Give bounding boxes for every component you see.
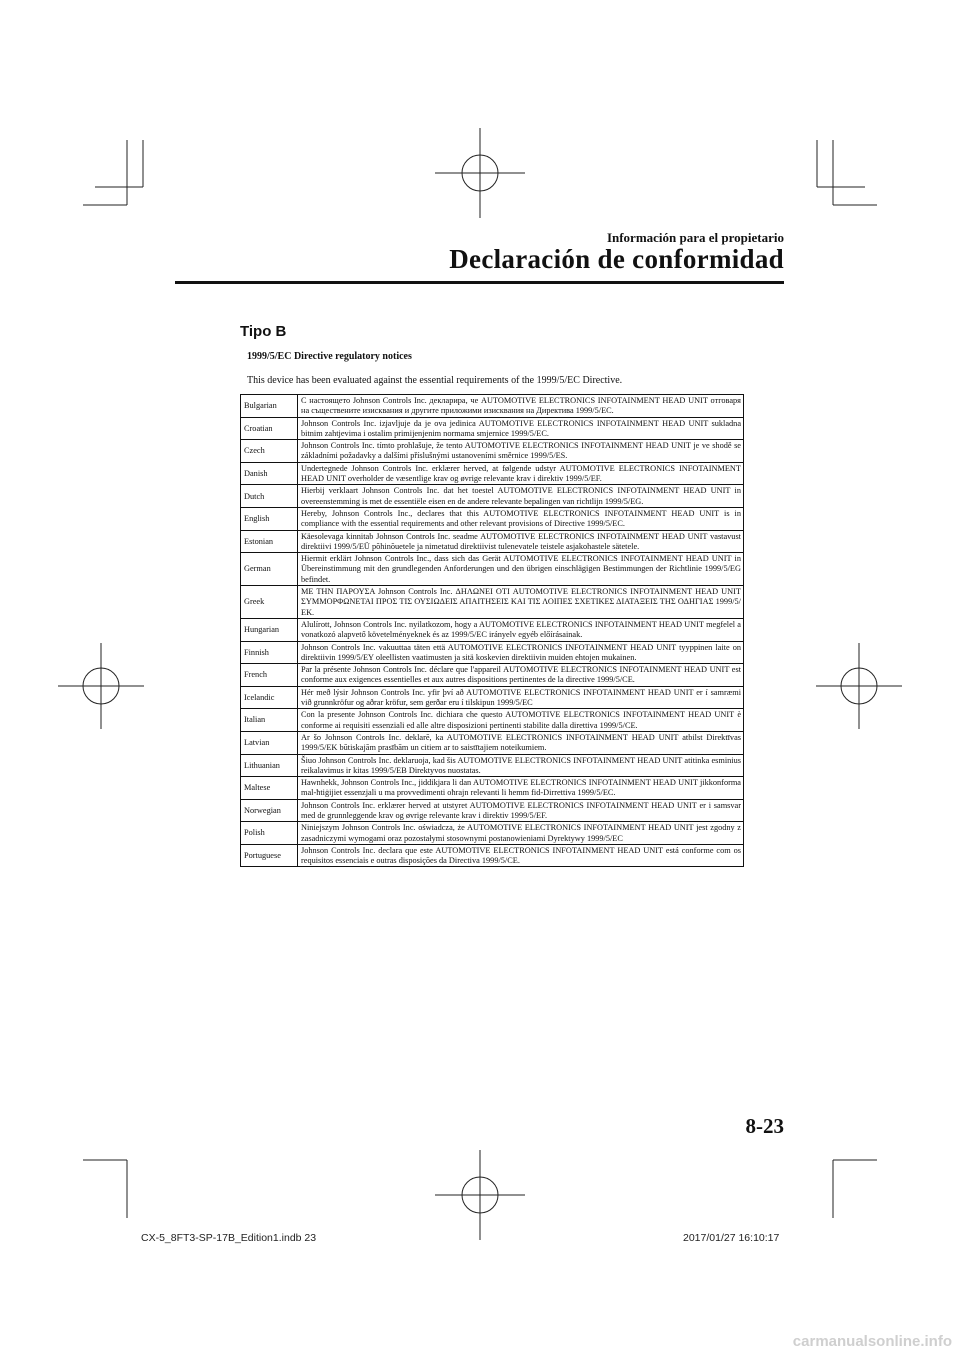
registration-mark-left bbox=[58, 643, 144, 729]
footer-file-name: CX-5_8FT3-SP-17B_Edition1.indb 23 bbox=[141, 1232, 317, 1244]
table-row bbox=[241, 553, 744, 586]
language-cell: Icelandic bbox=[241, 686, 298, 709]
declaration-text-cell: Undertegnede Johnson Controls Inc. erklærer herved, at følgende udstyr AUTOMOTIVE ELECTRONICS INFOTAINMENT HEAD UNIT overholder de væsentlige krav og øvrige relevante krav i direktiv 1999/5/EF. bbox=[298, 462, 744, 485]
language-cell: Danish bbox=[241, 462, 298, 485]
language-cell: German bbox=[241, 553, 298, 586]
declaration-text-cell: С настоящето Johnson Controls Inc. декларира, че AUTOMOTIVE ELECTRONICS INFOTAINMENT HEAD UNIT отговаря на съществените изисквания и другите приложими изисквания на Директива 1999/5/EC. bbox=[298, 395, 744, 418]
declaration-text-cell: Johnson Controls Inc. tímto prohlašuje, že tento AUTOMOTIVE ELECTRONICS INFOTAINMENT HEAD UNIT je ve shodě se základními požadavky a dalšími příslušnými ustanoveními směrnice 1999/5/ES. bbox=[298, 440, 744, 463]
table-row bbox=[241, 440, 744, 463]
declaration-text-cell: Ar šo Johnson Controls Inc. deklarē, ka AUTOMOTIVE ELECTRONICS INFOTAINMENT HEAD UNIT atbilst Direktīvas 1999/5/EK būtiskajām prasībām un citiem ar to saistītajiem noteikumiem. bbox=[298, 731, 744, 754]
declaration-text-cell: Con la presente Johnson Controls Inc. dichiara che questo AUTOMOTIVE ELECTRONICS INFOTAINMENT HEAD UNIT è conforme ai requisiti essenziali ed alle altre disposizioni pertinenti stabilite dalla direttiva 1999/5/CE. bbox=[298, 709, 744, 732]
language-cell: Polish bbox=[241, 822, 298, 845]
table-row bbox=[241, 395, 744, 418]
table-row bbox=[241, 485, 744, 508]
table-row bbox=[241, 686, 744, 709]
table-row bbox=[241, 731, 744, 754]
language-cell: English bbox=[241, 507, 298, 530]
watermark: carmanualsonline.info bbox=[792, 1333, 952, 1350]
language-cell: Finnish bbox=[241, 641, 298, 664]
declaration-text-cell: Hér með lýsir Johnson Controls Inc. yfir því að AUTOMOTIVE ELECTRONICS INFOTAINMENT HEAD UNIT er í samræmi við grunnkröfur og aðrar kröfur, sem gerðar eru í tilskipun 1999/5/EC bbox=[298, 686, 744, 709]
header-divider bbox=[175, 281, 784, 284]
declaration-text-cell: Käesolevaga kinnitab Johnson Controls Inc. seadme AUTOMOTIVE ELECTRONICS INFOTAINMENT HEAD UNIT vastavust direktiivi 1999/5/EÜ põhinõuetele ja nimetatud direktiivist tulenevatele teistele asjakohastele sätetele. bbox=[298, 530, 744, 553]
registration-mark-bottom bbox=[435, 1150, 525, 1240]
notice-title: 1999/5/EC Directive regulatory notices bbox=[247, 351, 412, 362]
page-number: 8-23 bbox=[745, 1114, 784, 1138]
table-row bbox=[241, 799, 744, 822]
language-cell: Norwegian bbox=[241, 799, 298, 822]
language-cell: Maltese bbox=[241, 777, 298, 800]
declaration-text-cell: Alulírott, Johnson Controls Inc. nyilatkozom, hogy a AUTOMOTIVE ELECTRONICS INFOTAINMENT HEAD UNIT megfelel a vonatkozó alapvető követelményeknek és az 1999/5/EC irányelv egyéb előírásainak. bbox=[298, 618, 744, 641]
declaration-text-cell: Niniejszym Johnson Controls Inc. oświadcza, że AUTOMOTIVE ELECTRONICS INFOTAINMENT HEAD UNIT jest zgodny z zasadniczymi wymogami oraz pozostałymi stosownymi postanowieniami Dyrektywy 1999/5/EC bbox=[298, 822, 744, 845]
declaration-text-cell: Hierbij verklaart Johnson Controls Inc. dat het toestel AUTOMOTIVE ELECTRONICS INFOTAINMENT HEAD UNIT in overeenstemming is met de essentiële eisen en de andere relevante bepalingen van richtlijn 1999/5/EG. bbox=[298, 485, 744, 508]
declaration-text-cell: Hiermit erklärt Johnson Controls Inc., dass sich das Gerät AUTOMOTIVE ELECTRONICS INFOTAINMENT HEAD UNIT in Übereinstimmung mit den grundlegenden Anforderungen und den übrigen einschlägigen Bestimmungen der Richtlinie 1999/5/EG befindet. bbox=[298, 553, 744, 586]
declaration-text-cell: Johnson Controls Inc. vakuuttaa täten että AUTOMOTIVE ELECTRONICS INFOTAINMENT HEAD UNIT tyyppinen laite on direktiivin 1999/5/EY oleellisten vaatimusten ja sitä koskevien direktiivin muiden ehtojen mukainen. bbox=[298, 641, 744, 664]
table-row bbox=[241, 754, 744, 777]
table-row bbox=[241, 822, 744, 845]
language-cell: Dutch bbox=[241, 485, 298, 508]
declaration-text-cell: Johnson Controls Inc. izjavljuje da je ova jedinica AUTOMOTIVE ELECTRONICS INFOTAINMENT HEAD UNIT sukladna bitnim zahtjevima i ostalim primijenjenim normama smjernice 1999/5/EC. bbox=[298, 417, 744, 440]
section-label: Información para el propietario bbox=[606, 230, 784, 245]
footer-timestamp: 2017/01/27 16:10:17 bbox=[683, 1232, 780, 1244]
table-row bbox=[241, 618, 744, 641]
declaration-table bbox=[240, 394, 744, 867]
table-row bbox=[241, 586, 744, 619]
notice-intro: This device has been evaluated against the essential requirements of the 1999/5/EC Directive. bbox=[247, 375, 623, 386]
table-row bbox=[241, 530, 744, 553]
declaration-text-cell: Hawnhekk, Johnson Controls Inc., jiddikjara li dan AUTOMOTIVE ELECTRONICS INFOTAINMENT HEAD UNIT jikkonforma mal-ħtiġijiet essenzjali u ma provvedimenti oħrajn relevanti li hemm fid-Dirrettiva 1999/5/EC. bbox=[298, 777, 744, 800]
language-cell: Czech bbox=[241, 440, 298, 463]
language-cell: Latvian bbox=[241, 731, 298, 754]
language-cell: Portuguese bbox=[241, 844, 298, 867]
table-row bbox=[241, 664, 744, 687]
declaration-text-cell: Johnson Controls Inc. declara que este AUTOMOTIVE ELECTRONICS INFOTAINMENT HEAD UNIT está conforme com os requisitos essenciais e outras disposições da Directiva 1999/5/CE. bbox=[298, 844, 744, 867]
language-cell: Estonian bbox=[241, 530, 298, 553]
table-row bbox=[241, 507, 744, 530]
language-cell: Bulgarian bbox=[241, 395, 298, 418]
table-row bbox=[241, 462, 744, 485]
declaration-text-cell: Hereby, Johnson Controls Inc., declares that this AUTOMOTIVE ELECTRONICS INFOTAINMENT HEAD UNIT is in compliance with the essential requirements and other relevant provisions of Directive 1999/5/EC. bbox=[298, 507, 744, 530]
registration-mark-right bbox=[816, 643, 902, 729]
declaration-text-cell: ΜΕ ΤΗΝ ΠΑΡΟΥΣΑ Johnson Controls Inc. ΔΗΛΩΝΕΙ ΟΤΙ AUTOMOTIVE ELECTRONICS INFOTAINMENT HEAD UNIT ΣΥΜΜΟΡΦΩΝΕΤΑΙ ΠΡΟΣ ΤΙΣ ΟΥΣΙΩΔΕΙΣ ΑΠΑΙΤΗΣΕΙΣ ΚΑΙ ΤΙΣ ΛΟΙΠΕΣ ΣΧΕΤΙΚΕΣ ΔΙΑΤΑΞΕΙΣ ΤΗΣ ΟΔΗΓΙΑΣ 1999/5/ΕΚ. bbox=[298, 586, 744, 619]
declaration-text-cell: Par la présente Johnson Controls Inc. déclare que l'appareil AUTOMOTIVE ELECTRONICS INFOTAINMENT HEAD UNIT est conforme aux exigences essentielles et aux autres dispositions pertinentes de la directive 1999/5/CE. bbox=[298, 664, 744, 687]
page-title: Declaración de conformidad bbox=[449, 244, 784, 274]
declaration-text-cell: Johnson Controls Inc. erklærer herved at utstyret AUTOMOTIVE ELECTRONICS INFOTAINMENT HEAD UNIT er i samsvar med de grunnleggende krav og øvrige relevante krav i direktiv 1999/5/EF. bbox=[298, 799, 744, 822]
table-row bbox=[241, 709, 744, 732]
language-cell: French bbox=[241, 664, 298, 687]
registration-mark-top bbox=[435, 128, 525, 218]
subheading-tipo: Tipo B bbox=[240, 323, 287, 340]
language-cell: Italian bbox=[241, 709, 298, 732]
language-cell: Hungarian bbox=[241, 618, 298, 641]
language-cell: Croatian bbox=[241, 417, 298, 440]
language-cell: Greek bbox=[241, 586, 298, 619]
table-row bbox=[241, 844, 744, 867]
language-cell: Lithuanian bbox=[241, 754, 298, 777]
declaration-text-cell: Šiuo Johnson Controls Inc. deklaruoja, kad šis AUTOMOTIVE ELECTRONICS INFOTAINMENT HEAD UNIT atitinka esminius reikalavimus ir kitas 1999/5/EB Direktyvos nuostatas. bbox=[298, 754, 744, 777]
table-row bbox=[241, 417, 744, 440]
table-row bbox=[241, 641, 744, 664]
table-row bbox=[241, 777, 744, 800]
